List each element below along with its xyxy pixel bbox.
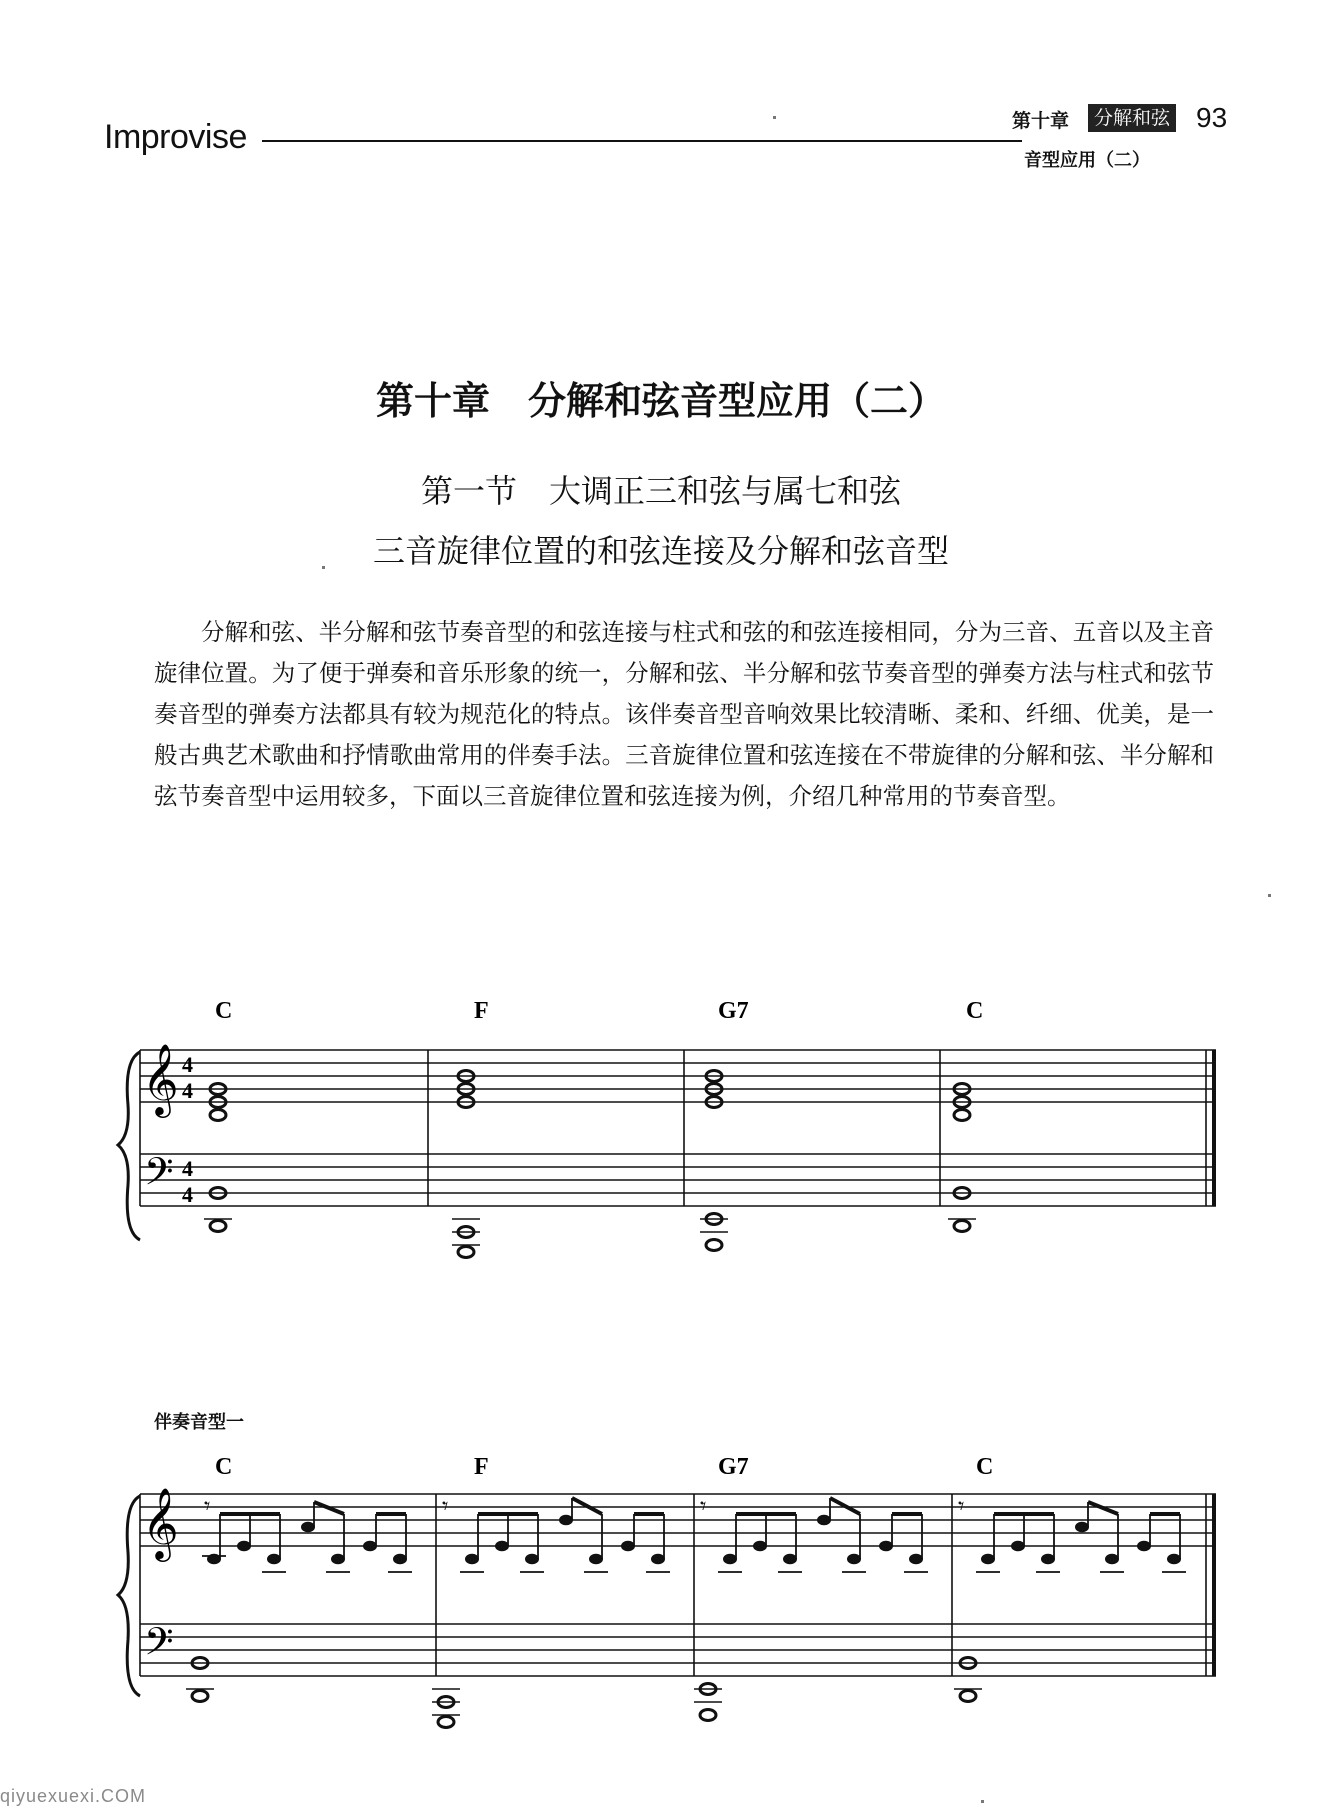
brace (118, 1052, 140, 1240)
arpeggio-measure-4 (976, 1502, 1186, 1572)
body-paragraph: 分解和弦、半分解和弦节奏音型的和弦连接与柱式和弦的和弦连接相同，分为三音、五音以及主音旋律位置。为了便于弹奏和音乐形象的统一，分解和弦、半分解和弦节奏音型的弹奏方法与柱式和弦节奏音型的弹奏方法都具有较为规范化的特点。该伴奏音型音响效果比较清晰、柔和、纤细、优美，是一般古典艺术歌曲和抒情歌曲常用的伴奏手法。三音旋律位置和弦连接在不带旋律的分解和弦、半分解和弦节奏音型中运用较多，下面以三音旋律位置和弦连接为例，介绍几种常用的节奏音型。 (154, 618, 1214, 810)
header-chapter-tag: 分解和弦 (1088, 104, 1176, 132)
chord-symbol: F (474, 1454, 489, 1480)
running-header-title: Improvise (104, 118, 247, 156)
svg-text:𝄾: 𝄾 (700, 1492, 707, 1520)
header-subtitle: 音型应用（二） (1024, 150, 1150, 171)
arpeggio-measure-1 (202, 1502, 412, 1572)
treble-chords (210, 1071, 970, 1121)
page-number: 93 (1196, 102, 1228, 133)
bass-clef-icon: 𝄢 (144, 1619, 174, 1673)
bass-clef-icon: 𝄢 (144, 1149, 174, 1203)
watermark: qiyuexuexi.COM (0, 1786, 147, 1806)
pattern-label: 伴奏音型一 (154, 1412, 244, 1433)
svg-text:𝄾: 𝄾 (958, 1492, 965, 1520)
svg-text:𝄾: 𝄾 (442, 1492, 449, 1520)
chord-symbol: C (976, 1454, 994, 1480)
header-chapter: 第十章 (1012, 110, 1070, 132)
chord-symbol: C (215, 1454, 233, 1480)
speck (1268, 894, 1271, 897)
svg-text:4: 4 (182, 1156, 193, 1181)
score-accompaniment-pattern (0, 1430, 1322, 1770)
treble-clef-icon: 𝄞 (142, 1042, 179, 1115)
svg-text:4: 4 (182, 1182, 193, 1207)
chord-symbol: C (966, 998, 984, 1024)
ledger-lines (204, 1219, 976, 1245)
arpeggio-measure-3 (718, 1498, 928, 1572)
svg-text:𝄾: 𝄾 (204, 1492, 211, 1520)
treble-clef-icon: 𝄞 (142, 1486, 179, 1559)
score-block-chords (0, 980, 1322, 1280)
brace (118, 1496, 140, 1696)
treble-staff (140, 1050, 1216, 1102)
section-title-line-1: 第一节 大调正三和弦与属七和弦 (420, 472, 901, 510)
bass-notes (192, 1658, 976, 1728)
time-signature (182, 1052, 193, 1207)
chord-symbol: F (474, 998, 489, 1024)
chord-symbol: C (215, 998, 233, 1024)
ledger-lines (186, 1689, 982, 1715)
chord-symbol: G7 (718, 1454, 749, 1480)
chapter-title: 第十章 分解和弦音型应用（二） (375, 379, 946, 423)
svg-text:4: 4 (182, 1052, 193, 1077)
bass-staff (140, 1154, 1216, 1206)
arpeggio-measure-2 (460, 1498, 670, 1572)
header-rule (262, 140, 1022, 142)
chord-symbol: G7 (718, 998, 749, 1024)
speck (773, 116, 776, 119)
section-title-line-2: 三音旋律位置的和弦连接及分解和弦音型 (372, 532, 949, 570)
svg-text:4: 4 (182, 1078, 193, 1103)
speck (981, 1800, 984, 1803)
bass-staff (140, 1624, 1216, 1676)
barlines (140, 1494, 1206, 1676)
barlines (140, 1050, 1206, 1206)
bass-notes (210, 1188, 970, 1258)
